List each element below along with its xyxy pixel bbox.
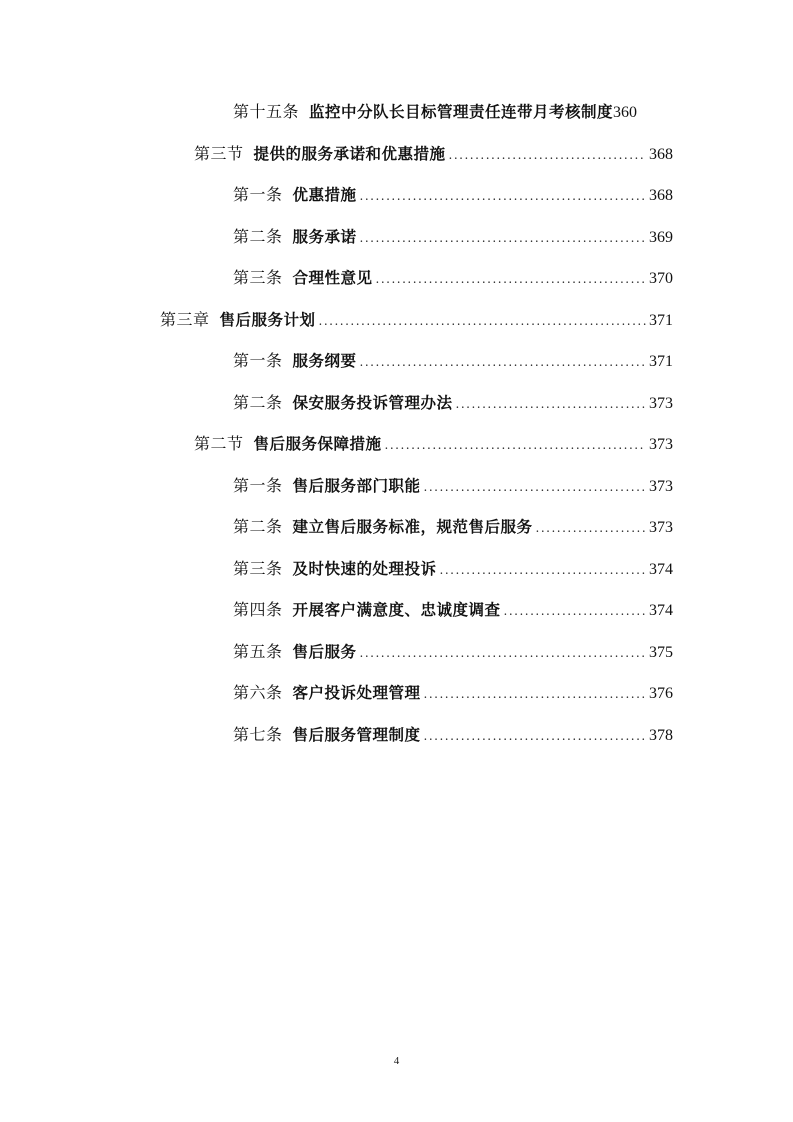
toc-entry-page: 373 [649, 519, 673, 537]
toc-entry-number: 第二条 [233, 392, 283, 412]
dot-leader [424, 477, 646, 497]
table-of-contents [0, 92, 793, 756]
dot-leader [385, 435, 646, 455]
toc-entry-title: 建立售后服务标准，规范售后服务 [292, 518, 533, 537]
dot-leader [456, 394, 646, 414]
toc-entry-page: 374 [649, 560, 673, 578]
toc-entry-title: 监控中分队长目标管理责任连带月考核制度 [309, 103, 614, 122]
toc-entry-title: 及时快速的处理投诉 [292, 559, 437, 578]
dot-leader [536, 518, 646, 538]
toc-entry-number: 第三章 [160, 309, 210, 329]
toc-entry-title: 售后服务管理制度 [292, 725, 421, 744]
toc-entry-title: 提供的服务承诺和优惠措施 [253, 144, 446, 163]
toc-entry[interactable] [0, 424, 793, 466]
toc-entry-title: 售后服务保障措施 [253, 435, 382, 454]
dot-leader [376, 269, 646, 289]
toc-entry[interactable] [0, 549, 793, 591]
toc-entry-page: 378 [649, 726, 673, 744]
toc-entry[interactable] [0, 92, 793, 134]
toc-entry[interactable] [0, 217, 793, 259]
toc-entry[interactable] [0, 258, 793, 300]
dot-leader [424, 684, 646, 704]
toc-entry-title: 优惠措施 [292, 186, 357, 205]
toc-entry-page: 373 [649, 436, 673, 454]
toc-entry-number: 第一条 [233, 351, 283, 371]
toc-entry-page: 375 [649, 643, 673, 661]
toc-entry[interactable] [0, 632, 793, 674]
toc-entry-number: 第三节 [194, 143, 244, 163]
dot-leader [449, 145, 646, 165]
dot-leader [360, 643, 646, 663]
toc-entry[interactable] [0, 466, 793, 508]
toc-entry-page: 368 [649, 187, 673, 205]
toc-entry-title: 售后服务 [292, 642, 357, 661]
toc-entry-number: 第二节 [194, 434, 244, 454]
toc-entry[interactable] [0, 590, 793, 632]
toc-entry-number: 第三条 [233, 268, 283, 288]
toc-entry-number: 第二条 [233, 517, 283, 537]
toc-entry-title: 保安服务投诉管理办法 [292, 393, 453, 412]
dot-leader [319, 311, 646, 331]
toc-entry-page: 368 [649, 145, 673, 163]
toc-entry[interactable] [0, 134, 793, 176]
toc-entry-title: 售后服务计划 [219, 310, 316, 329]
toc-entry-page: 371 [649, 311, 673, 329]
toc-entry[interactable] [0, 507, 793, 549]
toc-entry[interactable] [0, 715, 793, 757]
toc-entry-title: 服务承诺 [292, 227, 357, 246]
toc-entry-page: 371 [649, 353, 673, 371]
toc-entry[interactable] [0, 341, 793, 383]
toc-entry[interactable] [0, 300, 793, 342]
toc-entry-number: 第五条 [233, 641, 283, 661]
toc-entry-number: 第二条 [233, 226, 283, 246]
toc-entry[interactable] [0, 175, 793, 217]
dot-leader [424, 726, 646, 746]
toc-entry-title: 开展客户满意度、忠诚度调查 [292, 601, 501, 620]
toc-entry-number: 第三条 [233, 558, 283, 578]
toc-entry-page: 373 [649, 394, 673, 412]
toc-entry-title: 客户投诉处理管理 [292, 684, 421, 703]
toc-entry-number: 第四条 [233, 600, 283, 620]
toc-entry-page: 369 [649, 228, 673, 246]
dot-leader [360, 186, 646, 206]
toc-entry-number: 第一条 [233, 475, 283, 495]
toc-entry[interactable] [0, 673, 793, 715]
toc-entry-title: 售后服务部门职能 [292, 476, 421, 495]
toc-entry-page: 374 [649, 602, 673, 620]
dot-leader [360, 228, 646, 248]
toc-entry-title: 服务纲要 [292, 352, 357, 371]
toc-entry-page: 373 [649, 477, 673, 495]
dot-leader [504, 601, 646, 621]
toc-entry-number: 第七条 [233, 724, 283, 744]
toc-entry-page: 376 [649, 685, 673, 703]
toc-entry-page: 360 [613, 104, 638, 122]
dot-leader [440, 560, 646, 580]
toc-entry[interactable] [0, 383, 793, 425]
toc-entry-number: 第十五条 [233, 102, 300, 122]
dot-leader [360, 352, 646, 372]
toc-entry-number: 第一条 [233, 185, 283, 205]
toc-entry-number: 第六条 [233, 683, 283, 703]
toc-entry-page: 370 [649, 270, 673, 288]
page-number: 4 [393, 1055, 400, 1067]
toc-entry-title: 合理性意见 [292, 269, 373, 288]
